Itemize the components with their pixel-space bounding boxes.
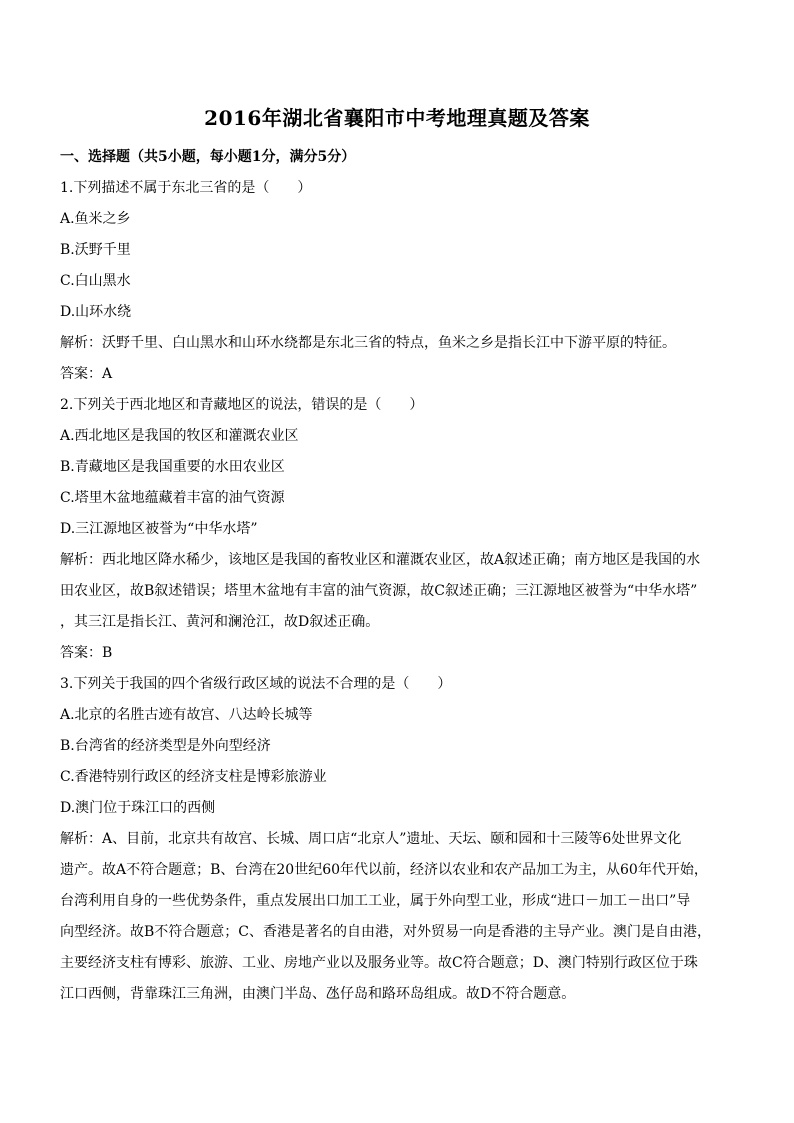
- section-heading: 一、选择题（共5小题，每小题1分，满分5分）: [60, 149, 356, 165]
- question-3-option-b: B.台湾省的经济类型是外向型经济: [60, 738, 271, 754]
- question-2-option-c: C.塔里木盆地蕴藏着丰富的油气资源: [60, 490, 285, 506]
- question-1-analysis: 解析：沃野千里、白山黑水和山环水绕都是东北三省的特点，鱼米之乡是指长江中下游平原的特征。: [60, 335, 676, 351]
- question-1-option-c: C.白山黑水: [60, 273, 131, 289]
- question-1-stem: 1.下列描述不属于东北三省的是（ ）: [60, 180, 312, 196]
- question-3-analysis-line: 台湾利用自身的一些优势条件，重点发展出口加工工业，属于外向型工业，形成“进口－加工－出口”导: [60, 893, 691, 909]
- question-1-option-d: D.山环水绕: [60, 304, 132, 320]
- question-2-option-a: A.西北地区是我国的牧区和灌溉农业区: [60, 428, 299, 444]
- question-2-analysis-line: 解析：西北地区降水稀少，该地区是我国的畜牧业区和灌溉农业区，故A叙述正确；南方地区是我国的水: [60, 552, 701, 568]
- question-2-stem: 2.下列关于西北地区和青藏地区的说法，错误的是（ ）: [60, 397, 424, 413]
- question-3-option-c: C.香港特别行政区的经济支柱是博彩旅游业: [60, 769, 327, 785]
- question-3-analysis-line: 江口西侧，背靠珠江三角洲，由澳门半岛、氹仔岛和路环岛组成。故D不符合题意。: [60, 986, 576, 1002]
- question-3-analysis-line: 主要经济支柱有博彩、旅游、工业、房地产业以及服务业等。故C符合题意；D、澳门特别行政区位于珠: [60, 955, 698, 971]
- question-2-analysis-line: 田农业区，故B叙述错误；塔里木盆地有丰富的油气资源，故C叙述正确；三江源地区被誉为“中华水塔”: [60, 583, 698, 599]
- question-1-option-b: B.沃野千里: [60, 242, 131, 258]
- question-2-answer: 答案：B: [60, 645, 113, 661]
- question-3-option-a: A.北京的名胜古迹有故宫、八达岭长城等: [60, 707, 313, 723]
- question-3-stem: 3.下列关于我国的四个省级行政区域的说法不合理的是（ ）: [60, 676, 452, 692]
- document-title: 2016年湖北省襄阳市中考地理真题及答案: [204, 106, 590, 130]
- question-3-analysis-line: 向型经济。故B不符合题意；C、香港是著名的自由港，对外贸易一向是香港的主导产业。澳门是自由港，: [60, 924, 711, 940]
- question-3-analysis-line: 遗产。故A不符合题意；B、台湾在20世纪60年代以前，经济以农业和农产品加工为主，从60年代开始，: [60, 862, 708, 878]
- document-body: [60, 142, 736, 1010]
- question-2-option-b: B.青藏地区是我国重要的水田农业区: [60, 459, 285, 475]
- question-2-analysis-line: ，其三江是指长江、黄河和澜沧江，故D叙述正确。: [60, 614, 380, 630]
- question-3-option-d: D.澳门位于珠江口的西侧: [60, 800, 216, 816]
- question-1-option-a: A.鱼米之乡: [60, 211, 131, 227]
- question-2-option-d: D.三江源地区被誉为“中华水塔”: [60, 521, 258, 537]
- question-3-analysis-line: 解析：A、目前，北京共有故宫、长城、周口店“北京人”遗址、天坛、颐和园和十三陵等6处世界文化: [60, 831, 682, 847]
- question-1-answer: 答案：A: [60, 366, 113, 382]
